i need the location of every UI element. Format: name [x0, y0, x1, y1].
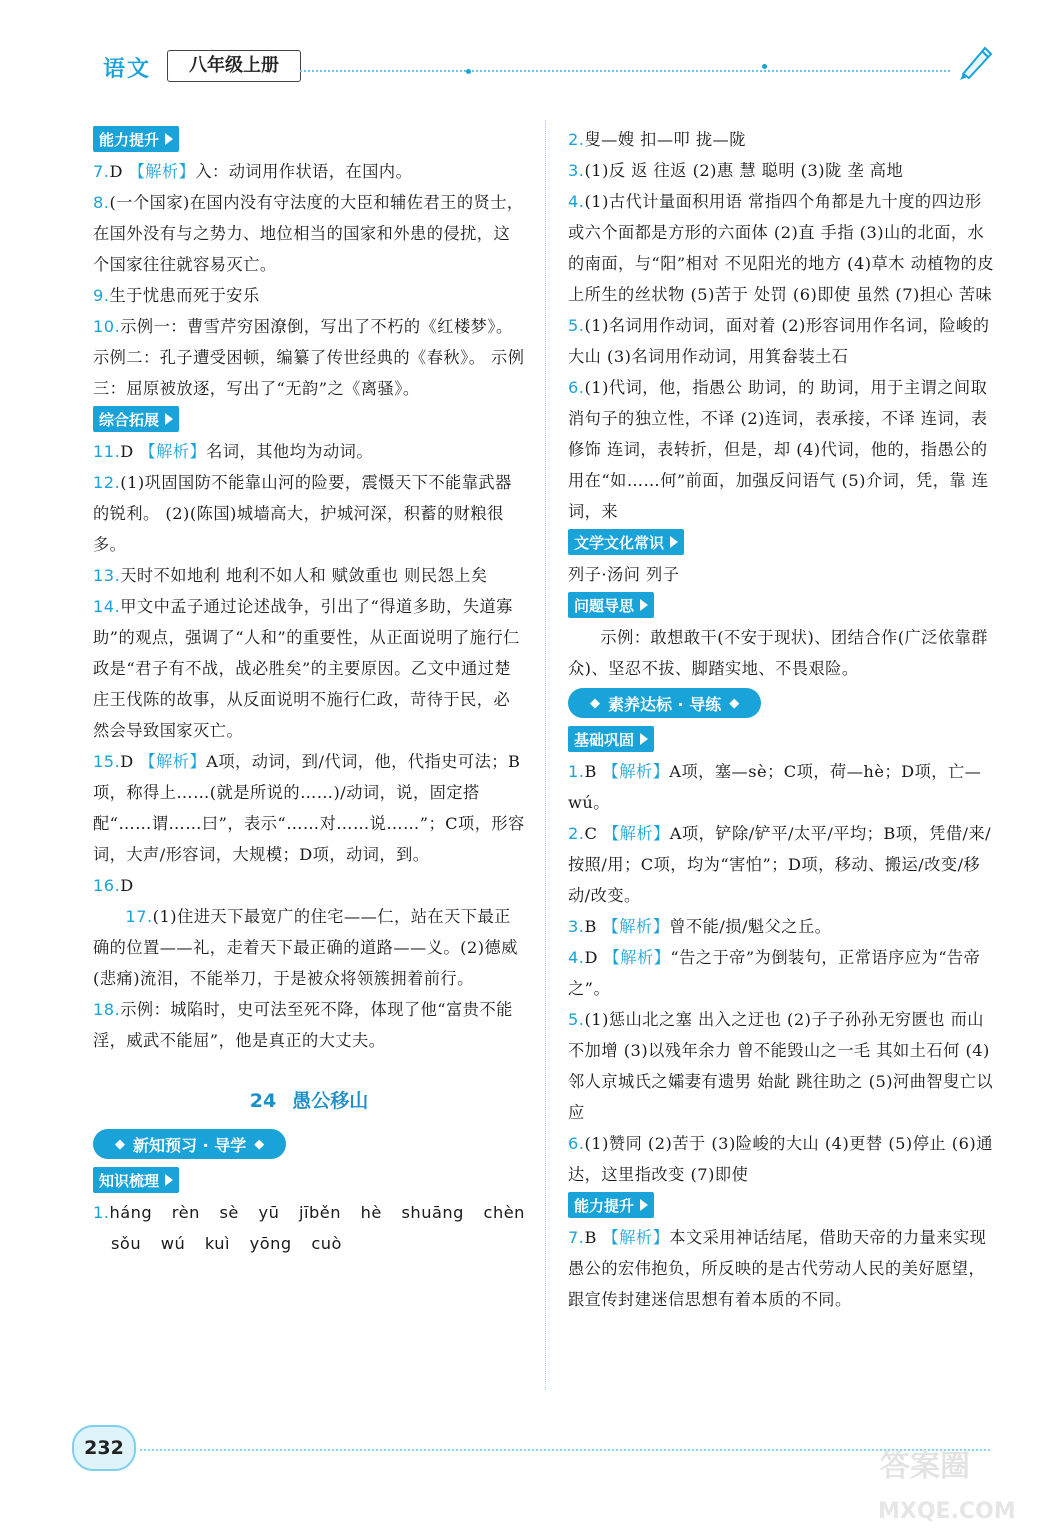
item-number: 7. [568, 1228, 585, 1247]
answer-item [93, 436, 525, 467]
section-tag-ability [93, 126, 179, 152]
answer-text: (1)名词用作动词，面对着 (2)形容词用作名词，险峻的大山 (3)名词用作动词，用箕畚装土石 [568, 316, 990, 366]
item-number: 17. [125, 907, 153, 926]
item-number: 10. [93, 317, 121, 336]
answer-choice: D [120, 752, 134, 771]
header-dot [466, 69, 471, 74]
answer-item [93, 280, 525, 311]
answer-item [568, 372, 996, 527]
page-header [0, 0, 1056, 100]
arrow-right-icon [640, 1199, 648, 1211]
answer-text: A项，铲除/铲平/太平/平均；B项，凭借/来/按照/用；C项，均为“害怕”；D项，移动、搬运/改变/移动/改变。 [568, 824, 992, 905]
answer-text: 示例：城陷时，史可法至死不降，体现了他“富贵不能淫，威武不能屈”，他是真正的大丈夫。 [93, 1000, 513, 1050]
pen-icon [955, 40, 997, 82]
analysis-label: 【解析】 [139, 752, 207, 771]
section-tag-knowledge [93, 1167, 179, 1193]
answer-text: (1)古代计量面积用语 常指四个角都是九十度的四边形或六个面都是方形的六面体 (2)直 手指 (3)山的北面，水的南面，与“阳”相对 不见阳光的地方 (4)草木 动植物的皮上所生的丝状物 (5)苦于 处罚 (6)即使 虽然 (7)担心 苦味 [568, 192, 995, 304]
answer-text: A项，塞—sè；C项，荷—hè；D项，亡—wú。 [568, 762, 982, 812]
answer-text: (1)住进天下最宽广的住宅——仁，站在天下最正确的位置——礼，走着天下最正确的道路——义。(2)德威(悲痛)流泪，不能举刀，于是被众将领簇拥着前行。 [93, 907, 518, 988]
answer-choice: D [120, 442, 134, 461]
analysis-label: 【解析】 [603, 824, 670, 843]
answer-text: 叟—嫂 扣—叩 拢—陇 [584, 130, 746, 149]
section-tag-extension [93, 406, 179, 432]
watermark-text: 答案圈 [880, 1449, 970, 1484]
item-number: 2. [568, 130, 585, 149]
answer-item [568, 1004, 996, 1128]
banner-preview [93, 1129, 286, 1159]
answer-item [93, 994, 525, 1056]
literature-text: 列子·汤问 列子 [568, 565, 680, 584]
pinyin-line [93, 1228, 525, 1259]
item-number: 13. [93, 566, 121, 585]
answer-text: 生于忧患而死于安乐 [109, 286, 260, 305]
answer-text: (1)惩山北之塞 出入之迂也 (2)子子孙孙无穷匮也 而山不加增 (3)以残年余力 曾不能毁山之一毛 其如土石何 (4)邻人京城氏之孀妻有遗男 始龀 跳往助之 (5)河曲智叟亡以应 [568, 1010, 994, 1122]
section-tag-literature [568, 529, 684, 555]
answer-item [568, 1222, 996, 1315]
answer-item [568, 155, 996, 186]
answer-text: A项，动词，到/代词，他，代指史可法；B项，称得上……(就是所说的……)/动词，说，固定搭配“……谓……曰”，表示“……对……说……”；C项，形容词，大声/形容词，大规模；D项，动词，到。 [93, 752, 525, 864]
arrow-right-icon [165, 413, 173, 425]
answer-text: 曾不能/损/魁父之丘。 [669, 917, 832, 936]
diamond-icon: ◆ [254, 1136, 265, 1152]
diamond-icon: ◆ [115, 1136, 125, 1152]
analysis-label: 【解析】 [128, 162, 196, 181]
analysis-label: 【解析】 [602, 1228, 670, 1247]
answer-item [93, 311, 525, 404]
answer-item [568, 818, 996, 911]
analysis-label: 【解析】 [139, 442, 207, 461]
item-number: 5. [568, 316, 585, 335]
item-number: 1. [568, 762, 585, 781]
page-number: 232 [72, 1425, 136, 1471]
question-text: 示例：敢想敢干(不安于现状)、团结合作(广泛依靠群众)、坚忍不拔、脚踏实地、不畏艰险。 [568, 628, 988, 678]
grade-label: 八年级上册 [167, 50, 301, 82]
item-number: 2. [568, 824, 585, 843]
item-number: 5. [568, 1010, 585, 1029]
item-number: 12. [93, 473, 121, 492]
arrow-right-icon [165, 1174, 173, 1186]
answer-item [568, 310, 996, 372]
answer-text: (1)巩固国防不能靠山河的险要，震慑天下不能靠武器的锐利。 (2)(陈国)城墙高大，护城河深，积蓄的财粮很多。 [93, 473, 512, 554]
section-tag-question [568, 592, 654, 618]
answer-item [568, 124, 996, 155]
answer-text: 甲文中孟子通过论述战争，引出了“得道多助，失道寡助”的观点，强调了“人和”的重要性，从正面说明了施行仁政是“君子有不战，战必胜矣”的主要原因。乙文中通过楚庄王伐陈的故事，从反面说明不施行仁政，苛待于民，必然会导致国家灭亡。 [93, 597, 520, 740]
analysis-label: 【解析】 [602, 762, 670, 781]
answer-text: 天时不如地利 地利不如人和 赋敛重也 则民怨上矣 [120, 566, 488, 585]
answer-item [93, 187, 525, 280]
tag-label: 问题导思 [574, 596, 635, 615]
arrow-right-icon [670, 536, 678, 548]
diamond-icon: ◆ [590, 695, 600, 711]
tag-label: 基础巩固 [574, 730, 635, 749]
item-number: 3. [568, 917, 585, 936]
analysis-label: 【解析】 [603, 948, 671, 967]
item-number: 9. [93, 286, 110, 305]
item-number: 18. [93, 1000, 121, 1019]
answer-item [568, 942, 996, 1004]
answer-item [93, 870, 525, 901]
tag-label: 能力提升 [574, 1196, 635, 1215]
tag-label: 能力提升 [99, 130, 160, 149]
item-number: 4. [568, 192, 585, 211]
answer-choice: D [120, 876, 134, 895]
right-column [568, 124, 996, 1315]
answer-text: (一个国家)在国内没有守法度的大臣和辅佐君王的贤士，在国外没有与之势力、地位相当的国家和外患的侵扰，这个国家往往就容易灭亡。 [93, 193, 524, 274]
banner-practice [568, 688, 761, 718]
column-divider [545, 120, 546, 1390]
answer-choice: D [109, 162, 123, 181]
answer-item [568, 1128, 996, 1190]
answer-choice: D [584, 948, 598, 967]
item-number: 6. [568, 378, 585, 397]
answer-choice: B [584, 762, 597, 781]
answer-text: (1)代词，他，指愚公 助词，的 助词，用于主谓之间取消句子的独立性，不译 (2)连词，表承接，不译 连词，表修饰 连词，表转折，但是，却 (4)代词，他的，指愚公的 用在“如……何”前面，加强反问语气 (5)介词，凭，靠 连词，来 [568, 378, 989, 521]
header-dotted-line [300, 70, 950, 72]
arrow-right-icon [640, 733, 648, 745]
item-number: 8. [93, 193, 110, 212]
answer-choice: B [584, 1228, 597, 1247]
item-number: 11. [93, 442, 121, 461]
item-number: 4. [568, 948, 585, 967]
answer-item [568, 756, 996, 818]
header-dot [762, 64, 767, 69]
diamond-icon: ◆ [729, 695, 740, 711]
item-number: 16. [93, 876, 121, 895]
watermark-logo [860, 1438, 1020, 1528]
answer-choice: B [584, 917, 597, 936]
item-number: 14. [93, 597, 121, 616]
left-column [93, 124, 525, 1259]
section-tag-ability-2 [568, 1192, 654, 1218]
banner-label: 素养达标 · 导练 [608, 694, 722, 714]
answer-text: “告之于帝”为倒装句，正常语序应为“告帝之”。 [568, 948, 981, 998]
tag-label: 知识梳理 [99, 1171, 160, 1190]
arrow-right-icon [165, 133, 173, 145]
answer-text: 入：动词用作状语，在国内。 [195, 162, 413, 181]
answer-item [93, 156, 525, 187]
answer-item [93, 560, 525, 591]
answer-text: 本文采用神话结尾，借助天帝的力量来实现愚公的宏伟抱负，所反映的是古代劳动人民的美好愿望，跟宣传封建迷信思想有着本质的不同。 [568, 1228, 987, 1309]
analysis-label: 【解析】 [602, 917, 670, 936]
answer-item [93, 901, 525, 994]
lesson-title [93, 1086, 525, 1113]
answer-choice: C [584, 824, 598, 843]
item-number: 15. [93, 752, 121, 771]
pinyin-text: sǒu wú kuì yōng cuò [111, 1234, 342, 1253]
banner-label: 新知预习 · 导学 [133, 1135, 247, 1155]
item-number: 6. [568, 1134, 585, 1153]
item-number: 1. [93, 1203, 110, 1222]
pinyin-line [93, 1197, 525, 1228]
lesson-name: 愚公移山 [292, 1090, 369, 1112]
answer-text: (1)赞同 (2)苦于 (3)险峻的大山 (4)更替 (5)停止 (6)通达，这里指改变 (7)即使 [568, 1134, 993, 1184]
subject-label: 语文 [103, 57, 152, 82]
answer-text: 名词，其他均为动词。 [206, 442, 374, 461]
answer-text: (1)反 返 往返 (2)惠 慧 聪明 (3)陇 垄 高地 [584, 161, 904, 180]
arrow-right-icon [640, 599, 648, 611]
answer-item [93, 467, 525, 560]
section-tag-basic [568, 726, 654, 752]
answer-text: 示例一：曹雪芹穷困潦倒，写出了不朽的《红楼梦》。 示例二：孔子遭受困顿，编纂了传世经典的《春秋》。 示例三：屈原被放逐，写出了“无韵”之《离骚》。 [93, 317, 525, 398]
item-number: 7. [93, 162, 110, 181]
item-number: 3. [568, 161, 585, 180]
tag-label: 综合拓展 [99, 410, 160, 429]
answer-item [568, 911, 996, 942]
tag-label: 文学文化常识 [574, 533, 665, 552]
answer-item [93, 746, 525, 870]
answer-item [93, 591, 525, 746]
answer-item [568, 186, 996, 310]
watermark-url: MXQE.COM [878, 1499, 1016, 1524]
lesson-number: 24 [249, 1090, 277, 1112]
pinyin-text: háng rèn sè yū jīběn hè shuāng chèn [109, 1203, 525, 1222]
